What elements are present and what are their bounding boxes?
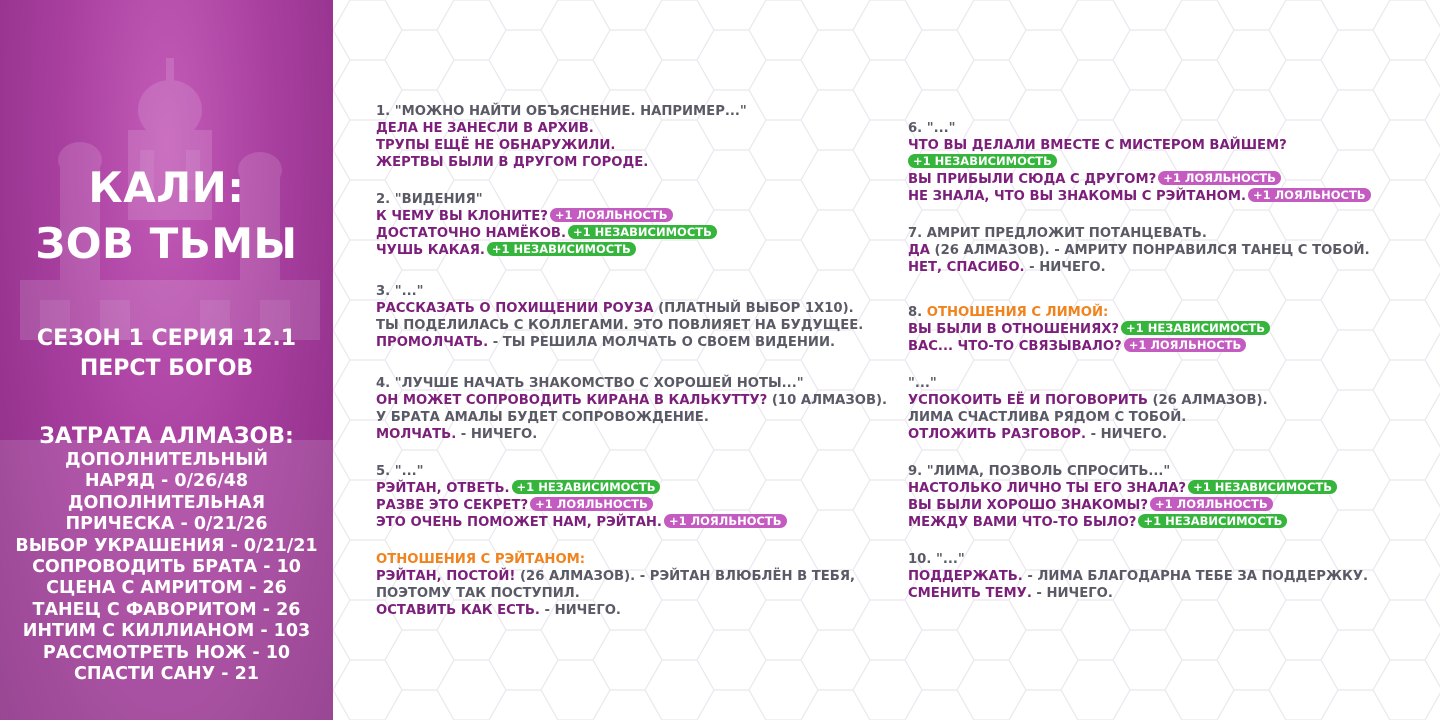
choice-heading: 10. "...": [908, 552, 965, 567]
loyalty-badge: +1 ЛОЯЛЬНОСТЬ: [1150, 497, 1273, 511]
choice-option: СМЕНИТЬ ТЕМУ.: [908, 586, 1032, 601]
independence-badge: +1 НЕЗАВИСИМОСТЬ: [487, 242, 636, 256]
choice-option: ДЕЛА НЕ ЗАНЕСЛИ В АРХИВ.: [376, 121, 594, 136]
choice-note: (10 АЛМАЗОВ).: [767, 393, 888, 408]
choice-block-8b: [908, 375, 1433, 443]
cost-item: СЦЕНА С АМРИТОМ - 26: [46, 578, 287, 599]
choice-block-3: [376, 283, 901, 351]
choice-note: (26 АЛМАЗОВ). - РЭЙТАН ВЛЮБЛЁН В ТЕБЯ,: [515, 569, 855, 584]
cost-item: ИНТИМ С КИЛЛИАНОМ - 103: [22, 621, 311, 642]
choice-note: - НИЧЕГО.: [1085, 427, 1168, 442]
choice-option: РАССКАЗАТЬ О ПОХИЩЕНИИ РОУЗА: [376, 301, 654, 316]
choice-result: ЛИМА СЧАСТЛИВА РЯДОМ С ТОБОЙ.: [908, 410, 1187, 425]
cost-item: ДОПОЛНИТЕЛЬНЫЙ: [64, 450, 268, 470]
diamond-cost-list: [0, 450, 333, 685]
loyalty-badge: +1 ЛОЯЛЬНОСТЬ: [1158, 171, 1281, 185]
choice-option: ВЫ БЫЛИ В ОТНОШЕНИЯХ?: [908, 322, 1120, 337]
choice-option: К ЧЕМУ ВЫ КЛОНИТЕ?: [376, 209, 548, 224]
choice-heading: "...": [908, 376, 937, 391]
choice-option: ПОДДЕРЖАТЬ.: [908, 569, 1023, 584]
independence-badge: +1 НЕЗАВИСИМОСТЬ: [512, 480, 661, 494]
choice-option: ПРОМОЛЧАТЬ.: [376, 335, 489, 350]
choice-number: 8.: [908, 305, 927, 320]
diamond-cost-header: ЗАТРАТА АЛМАЗОВ:: [39, 424, 294, 449]
cost-item: ВЫБОР УКРАШЕНИЯ - 0/21/21: [15, 535, 318, 556]
choice-option: УСПОКОИТЬ ЕЁ И ПОГОВОРИТЬ: [908, 393, 1148, 408]
choice-heading: 9. "ЛИМА, ПОЗВОЛЬ СПРОСИТЬ...": [908, 464, 1171, 479]
choice-note: - НИЧЕГО.: [539, 603, 621, 618]
choice-heading: 5. "...": [376, 464, 424, 479]
choice-note: - ТЫ РЕШИЛА МОЛЧАТЬ О СВОЕМ ВИДЕНИИ.: [488, 335, 835, 350]
independence-badge: +1 НЕЗАВИСИМОСТЬ: [568, 225, 717, 239]
choice-option: НЕ ЗНАЛА, ЧТО ВЫ ЗНАКОМЫ С РЭЙТАНОМ.: [908, 189, 1246, 204]
choice-option: ВЫ БЫЛИ ХОРОШО ЗНАКОМЫ?: [908, 498, 1148, 513]
title-line-2: ЗОВ ТЬМЫ: [35, 219, 298, 268]
choice-option: ЧУШЬ КАКАЯ.: [376, 243, 485, 258]
episode-title: ПЕРСТ БОГОВ: [79, 356, 254, 381]
choice-block-6: [908, 120, 1433, 205]
choice-heading: 3. "...": [376, 284, 424, 299]
choice-option: ЧТО ВЫ ДЕЛАЛИ ВМЕСТЕ С МИСТЕРОМ ВАЙШЕМ?: [908, 138, 1287, 153]
choice-result: ТЫ ПОДЕЛИЛАСЬ С КОЛЛЕГАМИ. ЭТО ПОВЛИЯЕТ НА БУДУЩЕЕ.: [376, 318, 864, 333]
choice-block-10: [908, 551, 1433, 602]
choice-block-4: [376, 375, 901, 443]
independence-badge: +1 НЕЗАВИСИМОСТЬ: [1138, 514, 1287, 528]
choice-note: (26 АЛМАЗОВ).: [1147, 393, 1268, 408]
choice-note: (ПЛАТНЫЙ ВЫБОР 1X10).: [653, 301, 854, 316]
loyalty-badge: +1 ЛОЯЛЬНОСТЬ: [550, 208, 673, 222]
left-column: [376, 103, 901, 639]
choice-block-5: [376, 463, 901, 531]
choice-option: ЭТО ОЧЕНЬ ПОМОЖЕТ НАМ, РЭЙТАН.: [376, 515, 662, 530]
choice-block-1: [376, 103, 901, 171]
choice-option: НЕТ, СПАСИБО.: [908, 260, 1025, 275]
choice-option: ОСТАВИТЬ КАК ЕСТЬ.: [376, 603, 540, 618]
choice-note: - НИЧЕГО.: [456, 427, 538, 442]
choice-result: У БРАТА АМАЛЫ БУДЕТ СОПРОВОЖДЕНИЕ.: [376, 410, 709, 425]
season-episode: СЕЗОН 1 СЕРИЯ 12.1: [36, 326, 297, 351]
choice-heading: 6. "...": [908, 121, 956, 136]
relationship-heading: ОТНОШЕНИЯ С ЛИМОЙ:: [926, 305, 1109, 320]
cost-item: СПАСТИ САНУ - 21: [74, 664, 259, 685]
choice-option: ДОСТАТОЧНО НАМЁКОВ.: [376, 226, 566, 241]
choice-note: - НИЧЕГО.: [1024, 260, 1106, 275]
choice-option: ВЫ ПРИБЫЛИ СЮДА С ДРУГОМ?: [908, 172, 1157, 187]
right-column: [908, 120, 1433, 622]
choice-option: РЭЙТАН, ПОСТОЙ!: [376, 569, 516, 584]
loyalty-badge: +1 ЛОЯЛЬНОСТЬ: [1124, 338, 1247, 352]
cost-item: ТАНЕЦ С ФАВОРИТОМ - 26: [32, 599, 301, 620]
choice-note: - НИЧЕГО.: [1031, 586, 1113, 601]
cost-item: СОПРОВОДИТЬ БРАТА - 10: [32, 557, 301, 578]
choice-note: (26 АЛМАЗОВ). - АМРИТУ ПОНРАВИЛСЯ ТАНЕЦ С ТОБОЙ.: [929, 243, 1370, 258]
choice-block-2: [376, 191, 901, 259]
choice-option: МОЛЧАТЬ.: [376, 427, 457, 442]
choice-note: - ЛИМА БЛАГОДАРНА ТЕБЕ ЗА ПОДДЕРЖКУ.: [1022, 569, 1369, 584]
choice-option: НАСТОЛЬКО ЛИЧНО ТЫ ЕГО ЗНАЛА?: [908, 481, 1187, 496]
choices-panel: [333, 0, 1440, 720]
choice-option: ОН МОЖЕТ СОПРОВОДИТЬ КИРАНА В КАЛЬКУТТУ?: [376, 393, 768, 408]
loyalty-badge: +1 ЛОЯЛЬНОСТЬ: [1248, 188, 1371, 202]
relationship-heading: ОТНОШЕНИЯ С РЭЙТАНОМ:: [376, 552, 586, 567]
independence-badge: +1 НЕЗАВИСИМОСТЬ: [1121, 321, 1270, 335]
choice-block-raitan-relationship: [376, 551, 901, 619]
choice-option: ВАС... ЧТО-ТО СВЯЗЫВАЛО?: [908, 339, 1122, 354]
choice-option: РАЗВЕ ЭТО СЕКРЕТ?: [376, 498, 529, 513]
choice-heading: 2. "ВИДЕНИЯ": [376, 192, 483, 207]
independence-badge: +1 НЕЗАВИСИМОСТЬ: [908, 154, 1057, 168]
choice-block-8: [908, 304, 1433, 355]
choice-heading: 1. "МОЖНО НАЙТИ ОБЪЯСНЕНИЕ. НАПРИМЕР...": [376, 104, 747, 119]
cost-item: ДОПОЛНИТЕЛЬНАЯ: [67, 492, 266, 513]
choice-option: МЕЖДУ ВАМИ ЧТО-ТО БЫЛО?: [908, 515, 1137, 530]
choice-heading: 4. "ЛУЧШЕ НАЧАТЬ ЗНАКОМСТВО С ХОРОШЕЙ НОТЫ...": [376, 376, 804, 391]
choice-option: ДА: [908, 243, 930, 258]
choice-result: ПОЭТОМУ ТАК ПОСТУПИЛ.: [376, 586, 580, 601]
independence-badge: +1 НЕЗАВИСИМОСТЬ: [1188, 480, 1337, 494]
choice-block-9: [908, 463, 1433, 531]
cost-item: ПРИЧЕСКА - 0/21/26: [65, 514, 268, 535]
choice-block-7: [908, 225, 1433, 276]
cost-item: НАРЯД - 0/26/48: [84, 471, 249, 492]
loyalty-badge: +1 ЛОЯЛЬНОСТЬ: [664, 514, 787, 528]
choice-option: ОТЛОЖИТЬ РАЗГОВОР.: [908, 427, 1086, 442]
choice-option: ЖЕРТВЫ БЫЛИ В ДРУГОМ ГОРОДЕ.: [376, 155, 649, 170]
choice-option: РЭЙТАН, ОТВЕТЬ.: [376, 481, 510, 496]
choice-heading: 7. АМРИТ ПРЕДЛОЖИТ ПОТАНЦЕВАТЬ.: [908, 226, 1207, 241]
choice-option: ТРУПЫ ЕЩЁ НЕ ОБНАРУЖИЛИ.: [376, 138, 616, 153]
sidebar-panel: [0, 0, 333, 720]
loyalty-badge: +1 ЛОЯЛЬНОСТЬ: [530, 497, 653, 511]
cost-item: РАССМОТРЕТЬ НОЖ - 10: [42, 642, 291, 663]
title-line-1: КАЛИ:: [88, 163, 245, 212]
